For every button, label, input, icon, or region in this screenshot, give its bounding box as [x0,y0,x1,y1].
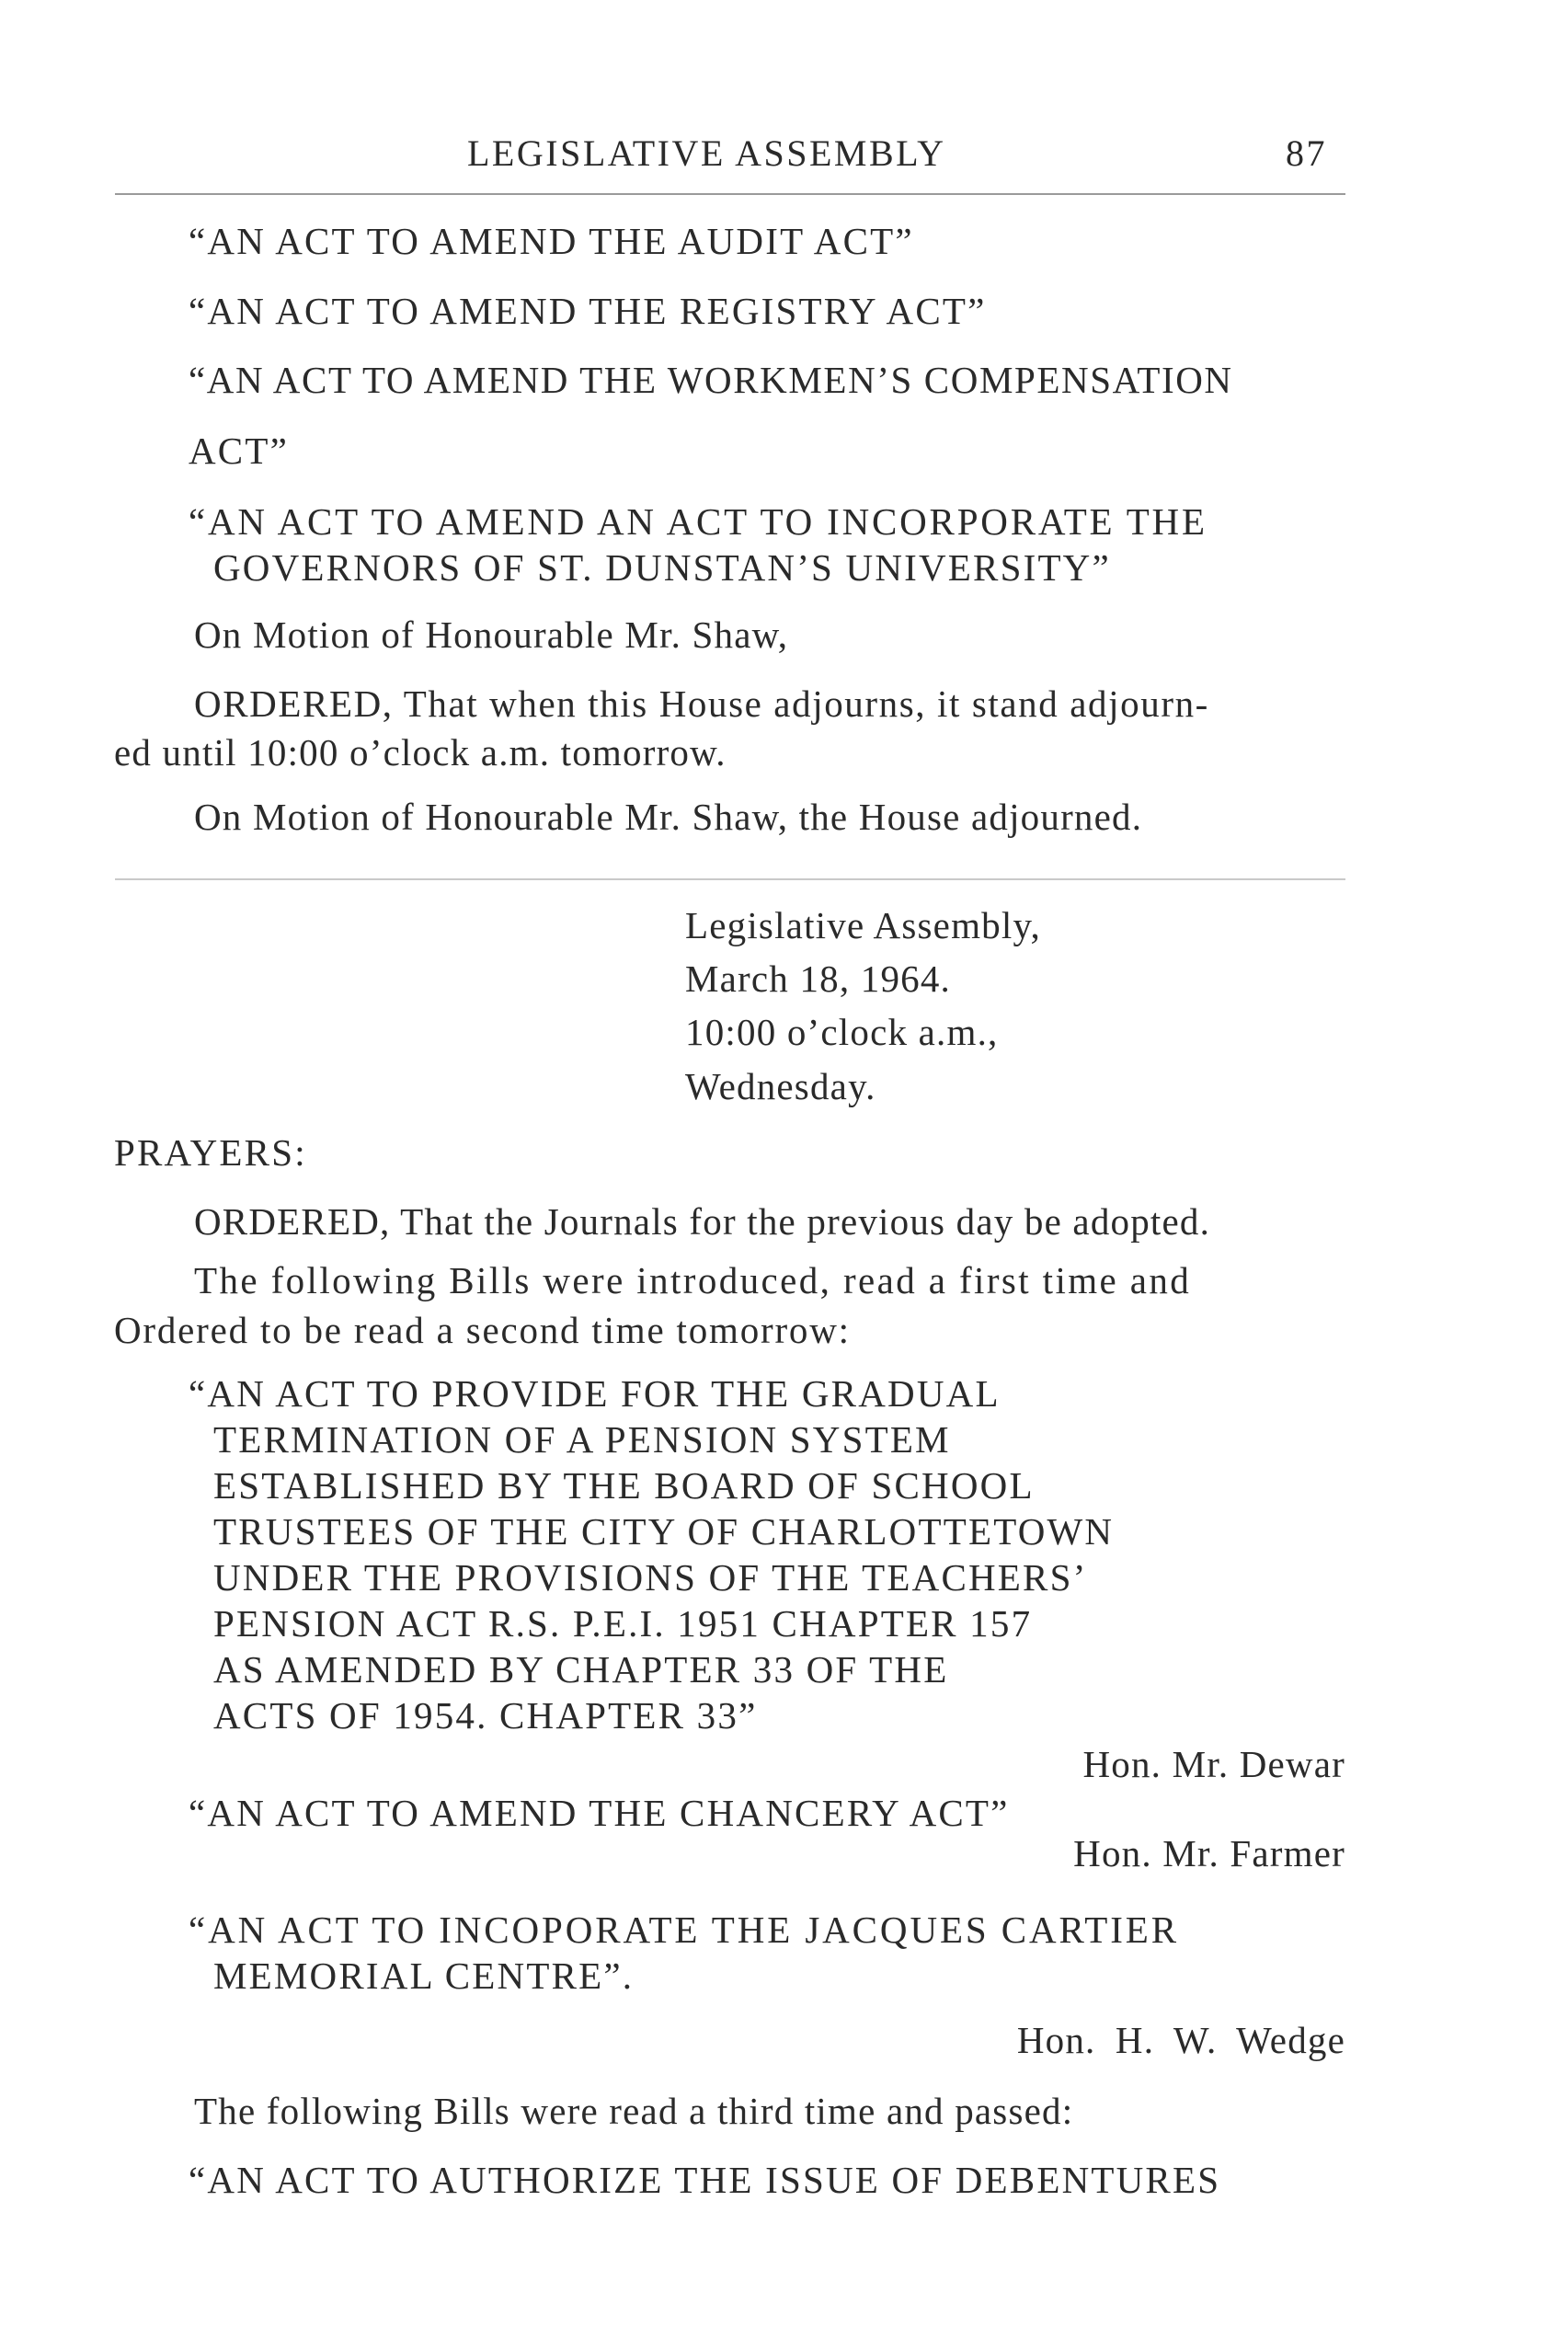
third-reading-intro: The following Bills were read a third time and passed: [194,2090,1074,2132]
section-divider [115,878,1345,880]
first-reading-intro-line-1: The following Bills were introduced, read a first time and [194,1259,1192,1301]
bill-workmens-compensation-line-1: “AN ACT TO AMEND THE WORKMEN’S COMPENSATION [189,359,1233,401]
bill-pension-sponsor: Hon. Mr. Dewar [1082,1743,1345,1785]
bill-jacques-cartier-title-line-1: “AN ACT TO INCOPORATE THE JACQUES CARTIER [189,1909,1179,1951]
bill-pension-title-line-5: UNDER THE PROVISIONS OF THE TEACHERS’ [213,1556,1088,1599]
bill-registry-act: “AN ACT TO AMEND THE REGISTRY ACT” [189,290,987,332]
bill-pension-title-line-6: PENSION ACT R.S. P.E.I. 1951 CHAPTER 157 [213,1602,1033,1645]
motion-house-adjourned: On Motion of Honourable Mr. Shaw, the House adjourned. [194,796,1143,838]
bill-jacques-cartier-title-line-2: MEMORIAL CENTRE”. [213,1955,635,1997]
bill-pension-title-line-7: AS AMENDED BY CHAPTER 33 OF THE [213,1648,949,1691]
bill-workmens-compensation-line-2: ACT” [189,430,289,472]
ordered-adjourn-line-1: ORDERED, That when this House adjourns, it stand adjourn- [194,682,1209,725]
ordered-adjourn-line-2: ed until 10:00 o’clock a.m. tomorrow. [114,731,727,774]
bill-pension-title-line-1: “AN ACT TO PROVIDE FOR THE GRADUAL [189,1372,1001,1415]
dateline-assembly: Legislative Assembly, [685,904,1041,946]
running-title: LEGISLATIVE ASSEMBLY [467,132,946,174]
bill-jacques-cartier-sponsor: Hon. H. W. Wedge [1016,2019,1345,2061]
bill-pension-title-line-3: ESTABLISHED BY THE BOARD OF SCHOOL [213,1464,1035,1507]
bill-pension-title-line-8: ACTS OF 1954. CHAPTER 33” [213,1694,758,1737]
bill-chancery-title: “AN ACT TO AMEND THE CHANCERY ACT” [189,1792,1010,1834]
bill-st-dunstans-line-1: “AN ACT TO AMEND AN ACT TO INCORPORATE THE [189,500,1207,543]
bill-audit-act: “AN ACT TO AMEND THE AUDIT ACT” [189,220,914,262]
ordered-journals: ORDERED, That the Journals for the previous day be adopted. [194,1200,1211,1243]
dateline-date: March 18, 1964. [685,957,952,1000]
bill-pension-title-line-2: TERMINATION OF A PENSION SYSTEM [213,1418,951,1461]
dateline-day: Wednesday. [685,1065,876,1107]
dateline-time: 10:00 o’clock a.m., [685,1011,999,1053]
bill-chancery-sponsor: Hon. Mr. Farmer [1073,1832,1345,1874]
motion-shaw: On Motion of Honourable Mr. Shaw, [194,613,789,656]
header-rule [115,193,1345,195]
bill-debentures-title: “AN ACT TO AUTHORIZE THE ISSUE OF DEBENTURES [189,2159,1221,2201]
bill-st-dunstans-line-2: GOVERNORS OF ST. DUNSTAN’S UNIVERSITY” [213,546,1111,589]
first-reading-intro-line-2: Ordered to be read a second time tomorrow: [114,1309,851,1351]
bill-pension-title-line-4: TRUSTEES OF THE CITY OF CHARLOTTETOWN [213,1510,1115,1553]
prayers-heading: PRAYERS: [114,1131,307,1174]
page-number: 87 [1286,132,1327,174]
